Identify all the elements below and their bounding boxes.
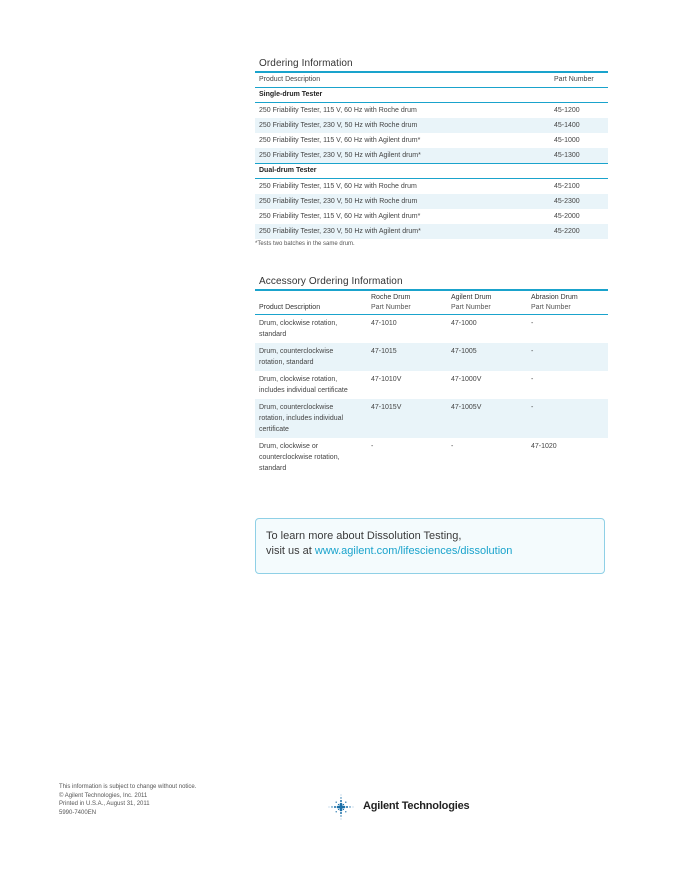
learn-more-prefix: visit us at xyxy=(266,545,315,557)
agilent-part-number: 47-1000 xyxy=(451,320,477,327)
learn-more-line1: To learn more about Dissolution Testing, xyxy=(266,530,462,542)
product-description: Drum, clockwise rotation, includes individual certificate xyxy=(259,376,348,394)
table-row xyxy=(255,118,608,133)
abrasion-part-number: - xyxy=(531,320,534,327)
agilent-spark-icon xyxy=(326,793,358,821)
header-abrasion-drum: Abrasion Drum Part Number xyxy=(527,291,608,315)
abrasion-part-number: - xyxy=(531,348,534,355)
product-description: 250 Friability Tester, 230 V, 50 Hz with Roche drum xyxy=(259,121,418,129)
product-description: 250 Friability Tester, 115 V, 60 Hz with Roche drum xyxy=(259,182,417,190)
product-description: 250 Friability Tester, 115 V, 60 Hz with Agilent drum* xyxy=(259,136,421,144)
accessory-header-row xyxy=(255,291,608,315)
agilent-part-number: 47-1005V xyxy=(451,404,482,411)
table-row xyxy=(255,343,608,371)
header-part-number: Part Number xyxy=(554,72,608,87)
brand-name: Agilent Technologies xyxy=(363,800,470,812)
header-roche-drum: Roche Drum Part Number xyxy=(367,291,447,315)
product-description: Drum, counterclockwise rotation, includes individual certificate xyxy=(259,404,344,433)
group-name: Single-drum Tester xyxy=(255,87,608,102)
ordering-header-row xyxy=(255,72,608,87)
table-row xyxy=(255,315,608,344)
group-row xyxy=(255,163,608,178)
table-row xyxy=(255,209,608,224)
accessory-table xyxy=(255,291,608,477)
accessory-title: Accessory Ordering Information xyxy=(259,276,403,287)
roche-part-number: 47-1015V xyxy=(371,404,402,411)
product-description: Drum, clockwise rotation, standard xyxy=(259,320,338,338)
roche-part-number: 47-1010 xyxy=(371,320,397,327)
learn-more-line2 xyxy=(266,544,594,559)
group-name: Dual-drum Tester xyxy=(255,163,608,178)
product-description: 250 Friability Tester, 230 V, 50 Hz with Agilent drum* xyxy=(259,227,421,235)
table-row xyxy=(255,178,608,193)
group-row xyxy=(255,87,608,102)
part-number: 45-2300 xyxy=(554,197,580,205)
table-row xyxy=(255,224,608,239)
table-row xyxy=(255,148,608,163)
table-row xyxy=(255,438,608,477)
legal-notice xyxy=(59,783,196,817)
part-number: 45-2100 xyxy=(554,182,580,190)
roche-part-number: - xyxy=(371,443,374,450)
product-description: 250 Friability Tester, 230 V, 50 Hz with Agilent drum* xyxy=(255,148,554,163)
agilent-part-number: 47-1005 xyxy=(451,348,477,355)
legal-line: © Agilent Technologies, Inc. 2011 xyxy=(59,792,148,799)
product-description: 250 Friability Tester, 115 V, 60 Hz with Roche drum xyxy=(259,106,417,114)
part-number: 45-1300 xyxy=(554,148,608,163)
roche-part-number: 47-1010V xyxy=(371,376,402,383)
header-product-description: Product Description xyxy=(255,291,367,315)
product-description: 250 Friability Tester, 115 V, 60 Hz with Agilent drum* xyxy=(259,212,421,220)
legal-line: 5990-7400EN xyxy=(59,809,97,816)
abrasion-part-number: 47-1020 xyxy=(531,443,557,450)
learn-more-box xyxy=(255,518,605,574)
table-row xyxy=(255,102,608,117)
abrasion-part-number: - xyxy=(531,376,534,383)
agilent-part-number: - xyxy=(451,443,454,450)
roche-part-number: 47-1015 xyxy=(371,348,397,355)
part-number: 45-1000 xyxy=(554,136,580,144)
table-row xyxy=(255,194,608,209)
ordering-title: Ordering Information xyxy=(259,58,353,69)
agilent-logo xyxy=(326,793,496,821)
agilent-part-number: 47-1000V xyxy=(451,376,482,383)
dissolution-link[interactable]: www.agilent.com/lifesciences/dissolution xyxy=(314,545,513,557)
product-description: Drum, counterclockwise rotation, standard xyxy=(259,348,334,366)
ordering-table xyxy=(255,72,608,239)
part-number: 45-1200 xyxy=(554,106,580,114)
header-agilent-drum: Agilent Drum Part Number xyxy=(447,291,527,315)
product-description: 250 Friability Tester, 230 V, 50 Hz with Roche drum xyxy=(259,197,418,205)
part-number: 45-2000 xyxy=(554,212,580,220)
abrasion-part-number: - xyxy=(531,404,534,411)
table-row xyxy=(255,133,608,148)
ordering-footnote: *Tests two batches in the same drum. xyxy=(255,241,355,247)
part-number: 45-2200 xyxy=(554,227,580,235)
part-number: 45-1400 xyxy=(554,121,580,129)
product-description: Drum, clockwise or counterclockwise rotation, standard xyxy=(259,443,340,472)
table-row xyxy=(255,399,608,438)
legal-line: Printed in U.S.A., August 31, 2011 xyxy=(59,801,150,807)
table-row xyxy=(255,371,608,399)
header-product-description: Product Description xyxy=(255,72,554,87)
legal-line: This information is subject to change without notice. xyxy=(59,784,197,790)
